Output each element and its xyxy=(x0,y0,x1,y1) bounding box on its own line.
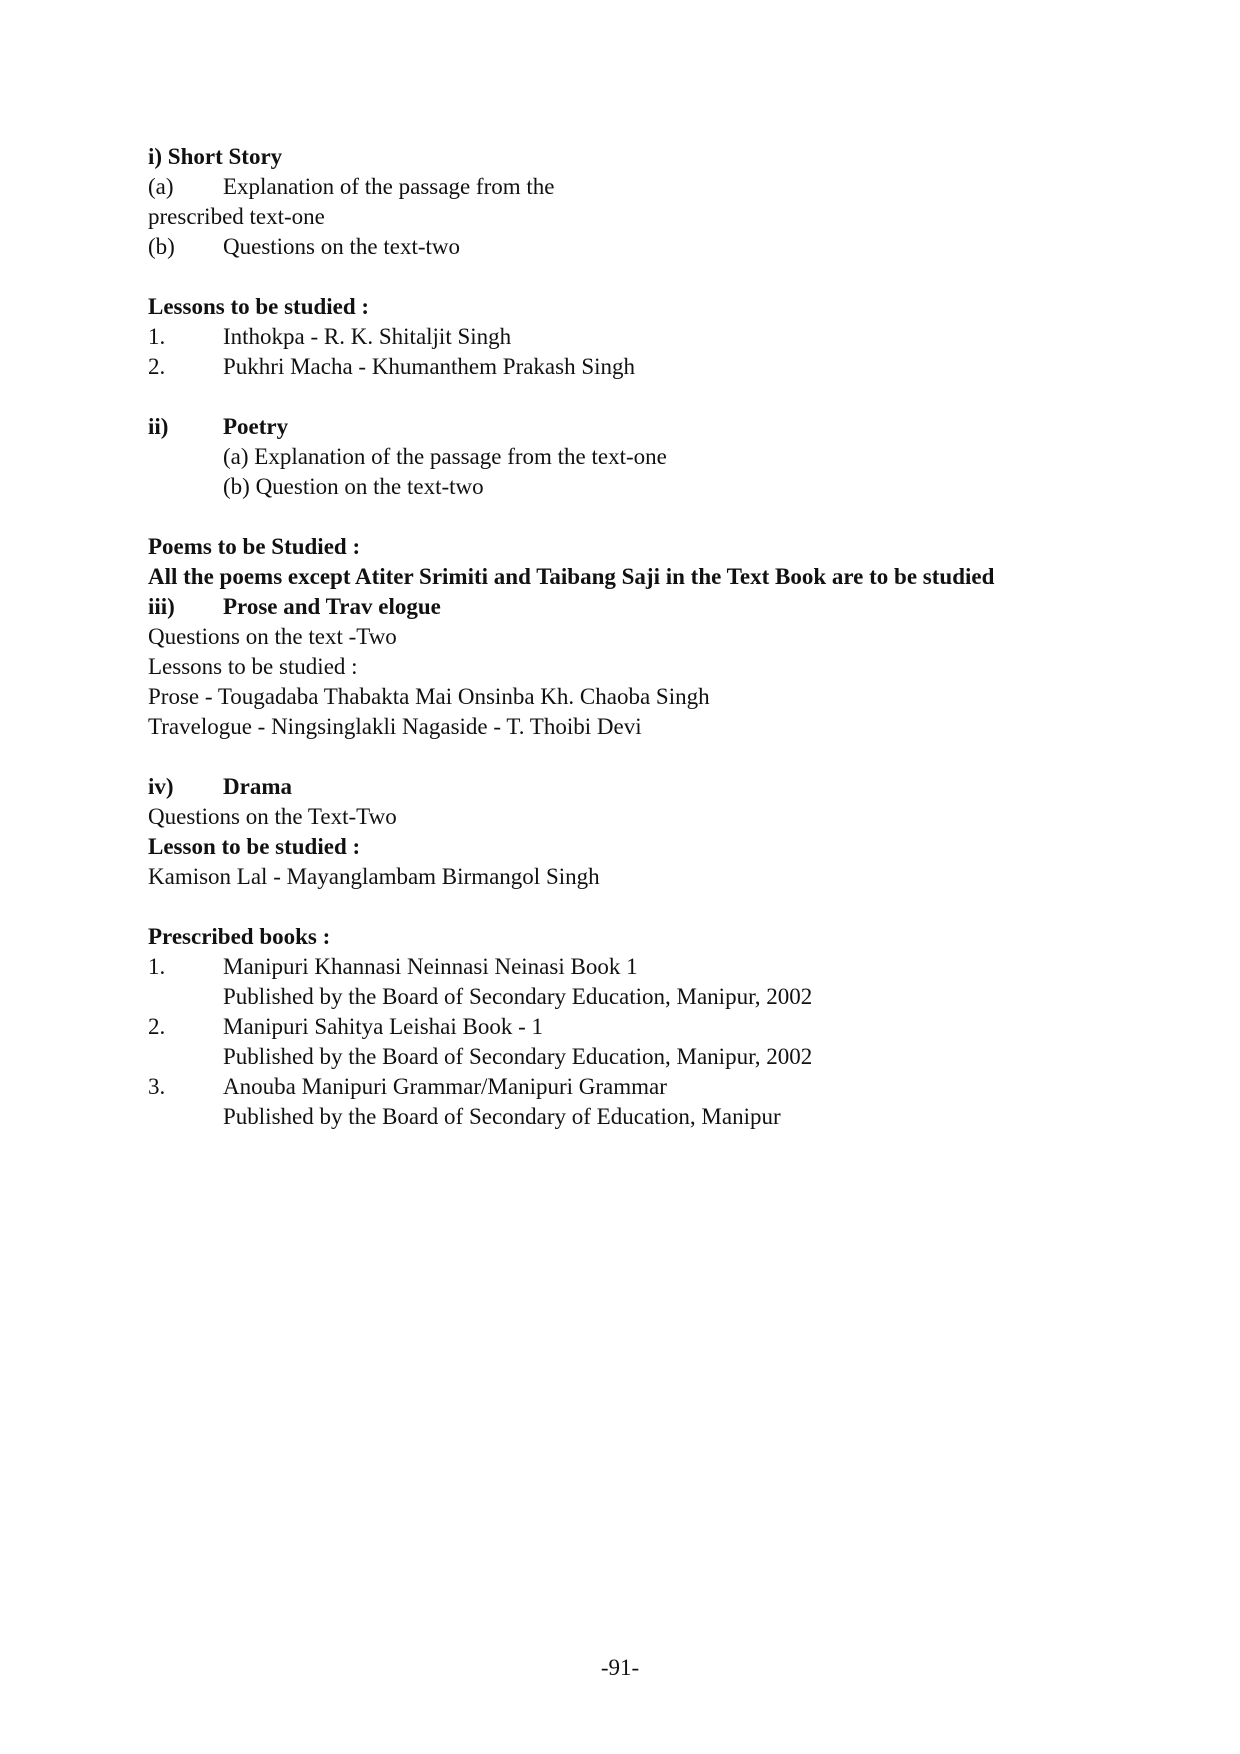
books-heading: Prescribed books : xyxy=(148,924,331,949)
spacer xyxy=(148,742,1148,772)
spacer xyxy=(148,382,1148,412)
book-title xyxy=(148,1072,1148,1102)
short-story-item-a-continuation: prescribed text-one xyxy=(148,204,325,229)
section-title: Poetry xyxy=(223,414,289,439)
spacer xyxy=(148,262,1148,292)
prose-line: Travelogue - Ningsinglakli Nagaside - T. Thoibi Devi xyxy=(148,714,642,739)
item-text: Inthokpa - R. K. Shitaljit Singh xyxy=(223,324,512,349)
lessons-heading: Lessons to be studied : xyxy=(148,294,370,319)
short-story-heading: i) Short Story xyxy=(148,144,283,169)
item-text: Explanation of the passage from the xyxy=(223,174,555,199)
page-number: -91- xyxy=(600,1655,640,1680)
section-marker: ii) xyxy=(148,414,169,439)
item-marker: 1. xyxy=(148,324,166,349)
section-marker: iii) xyxy=(148,594,175,619)
poetry-item-b: (b) Question on the text-two xyxy=(223,474,484,499)
drama-lesson-heading: Lesson to be studied : xyxy=(148,834,361,859)
item-marker: (a) xyxy=(148,174,174,199)
poems-note: All the poems except Atiter Srimiti and Taibang Saji in the Text Book are to be studied xyxy=(148,564,995,589)
item-marker: (b) xyxy=(148,234,175,259)
poetry-heading xyxy=(148,412,1148,442)
lesson-item xyxy=(148,322,1148,352)
drama-heading xyxy=(148,772,1148,802)
section-title: Prose and Trav elogue xyxy=(223,594,441,619)
short-story-item-b xyxy=(148,232,1148,262)
book-title xyxy=(148,1012,1148,1042)
prose-line: Lessons to be studied : xyxy=(148,654,358,679)
poetry-item-a: (a) Explanation of the passage from the text-one xyxy=(223,444,667,469)
prose-heading xyxy=(148,592,1148,622)
spacer xyxy=(148,502,1148,532)
poems-heading: Poems to be Studied : xyxy=(148,534,361,559)
prose-line: Questions on the text -Two xyxy=(148,624,397,649)
section-title: Drama xyxy=(223,774,292,799)
item-text: Questions on the text-two xyxy=(223,234,460,259)
item-marker: 3. xyxy=(148,1074,166,1099)
book-title xyxy=(148,952,1148,982)
item-marker: 1. xyxy=(148,954,166,979)
item-text: Manipuri Sahitya Leishai Book - 1 xyxy=(223,1014,544,1039)
page-content xyxy=(148,142,1148,1132)
spacer xyxy=(148,892,1148,922)
item-marker: 2. xyxy=(148,1014,166,1039)
item-text: Anouba Manipuri Grammar/Manipuri Grammar xyxy=(223,1074,667,1099)
prose-line: Prose - Tougadaba Thabakta Mai Onsinba Kh. Chaoba Singh xyxy=(148,684,710,709)
short-story-item-a xyxy=(148,172,1148,202)
book-publisher: Published by the Board of Secondary Education, Manipur, 2002 xyxy=(223,1044,813,1069)
drama-lesson: Kamison Lal - Mayanglambam Birmangol Singh xyxy=(148,864,600,889)
lesson-item xyxy=(148,352,1148,382)
book-publisher: Published by the Board of Secondary Education, Manipur, 2002 xyxy=(223,984,813,1009)
item-text: Manipuri Khannasi Neinnasi Neinasi Book 1 xyxy=(223,954,638,979)
item-text: Pukhri Macha - Khumanthem Prakash Singh xyxy=(223,354,636,379)
book-publisher: Published by the Board of Secondary of Education, Manipur xyxy=(223,1104,781,1129)
item-marker: 2. xyxy=(148,354,166,379)
section-marker: iv) xyxy=(148,774,174,799)
drama-question: Questions on the Text-Two xyxy=(148,804,397,829)
